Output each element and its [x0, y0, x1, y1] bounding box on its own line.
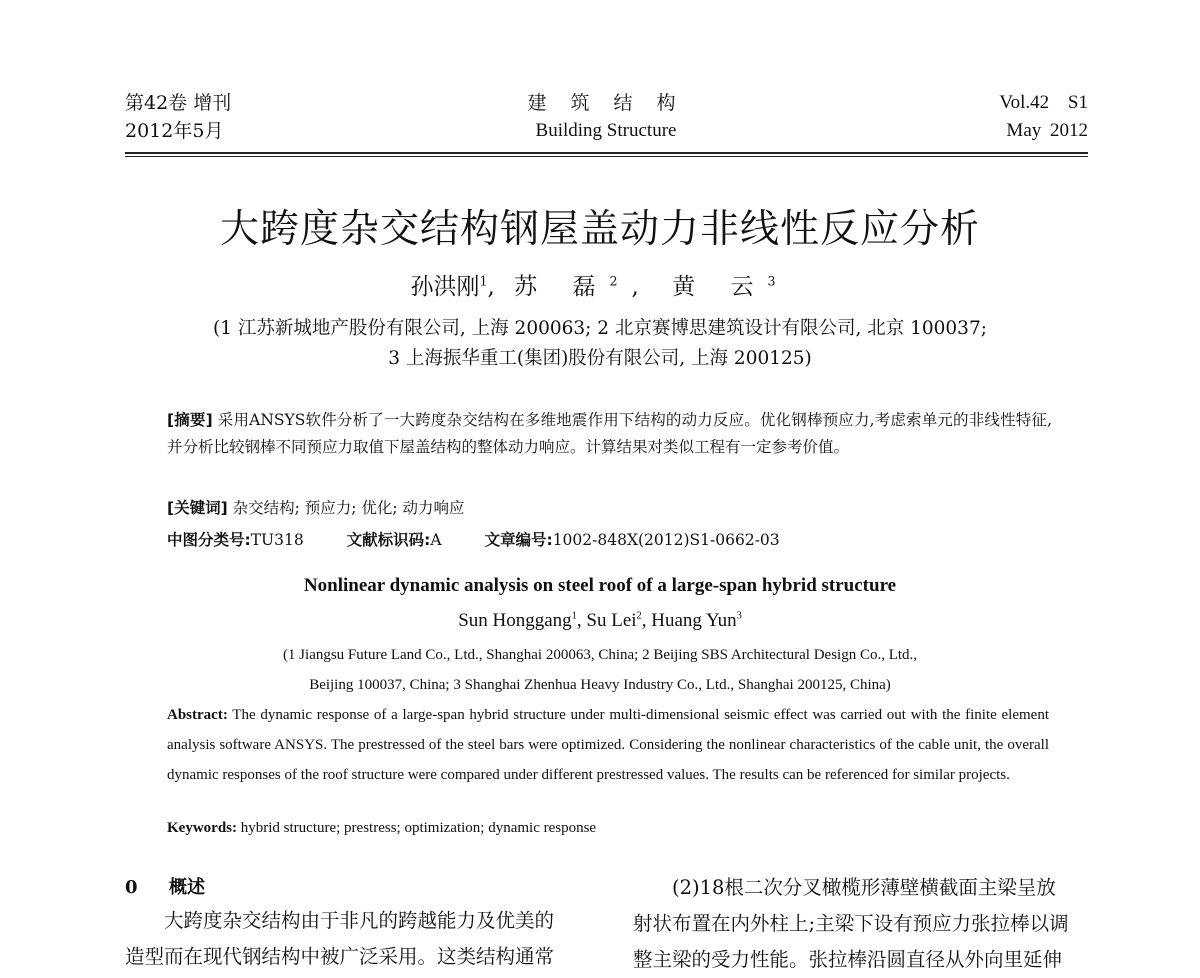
abstract-cn-text: 采用ANSYS软件分析了一大跨度杂交结构在多维地震作用下结构的动力反应。优化钢棒预应力,考虑索单元的非线性特征,并分析比较钢棒不同预应力取值下屋盖结构的整体动力响应。计算结果对类似工程有一定参考价值。: [167, 411, 1053, 456]
affiliation-en-line1: (1 Jiangsu Future Land Co., Ltd., Shanghai 200063, China; 2 Beijing SBS Architectural Design Co., Ltd.,: [282, 647, 918, 663]
author-en: Sun Honggang$^1$,: [458, 610, 582, 631]
abstract-cn: [167, 407, 1052, 461]
authors-cn: [0, 268, 1200, 301]
keywords-cn-label: [关键词]: [167, 499, 228, 517]
abstract-cn-label: [摘要]: [167, 411, 213, 429]
abstract-en: [167, 700, 1049, 790]
paper-title-cn: 大跨度杂交结构钢屋盖动力非线性反应分析: [219, 207, 980, 252]
journal-volume-en: Vol.42 S1: [999, 92, 1088, 113]
clc-label: 中图分类号:: [167, 531, 251, 549]
body-right-line: 射状布置在内外柱上;主梁下设有预应力张拉棒以调: [633, 912, 1069, 935]
clc-value: TU318: [250, 531, 304, 549]
section-title: 概述: [169, 877, 205, 898]
article-no-value: 1002-848X(2012)S1-0662-03: [552, 531, 780, 549]
body-column-right: [633, 870, 1088, 978]
paper-title-en: Nonlinear dynamic analysis on steel roof of a large-span hybrid structure: [303, 575, 897, 596]
classification-meta: [167, 528, 780, 550]
header-rule-thin: [125, 156, 1088, 157]
author-en: Huang Yun$^3$: [651, 610, 742, 631]
author-en: Su Lei$^2$,: [586, 610, 647, 631]
affiliation-cn-line1: (1 江苏新城地产股份有限公司, 上海 200063; 2 北京赛博思建筑设计有限公司, 北京 100037;: [213, 318, 987, 339]
body-right-line: (2)18根二次分叉橄榄形薄壁横截面主梁呈放: [672, 876, 1056, 899]
author-cn: 黄 云$^3$: [672, 273, 790, 300]
body-left-line: 大跨度杂交结构由于非凡的跨越能力及优美的: [164, 909, 555, 932]
doc-code-label: 文献标识码:: [346, 531, 431, 549]
keywords-cn-text: 杂交结构; 预应力; 优化; 动力响应: [232, 499, 465, 517]
journal-date-en: May 2012: [1006, 120, 1088, 141]
journal-volume: 第42卷 增刊: [125, 92, 232, 114]
journal-name-cn: 建 筑 结 构: [527, 92, 685, 114]
journal-name-en: Building Structure: [535, 120, 677, 141]
section-heading: [125, 873, 205, 899]
affiliation-cn-line2: 3 上海振华重工(集团)股份有限公司, 上海 200125): [388, 348, 812, 369]
doc-code-value: A: [430, 531, 442, 549]
keywords-en-text: hybrid structure; prestress; optimization; dynamic response: [240, 820, 597, 836]
author-cn: 苏 磊$^2$,: [514, 273, 653, 300]
keywords-cn: [167, 495, 1052, 522]
affiliation-en-line2: Beijing 100037, China; 3 Shanghai Zhenhua Heavy Industry Co., Ltd., Shanghai 200125, China): [309, 677, 891, 693]
keywords-en-label: Keywords:: [167, 820, 237, 836]
header-rule-thick: [125, 152, 1088, 154]
section-number: 0: [125, 877, 138, 898]
body-right-line: 整主梁的受力性能。张拉棒沿圆直径从外向里延伸: [633, 948, 1063, 971]
author-cn: 孙洪刚$^1$,: [410, 273, 495, 300]
journal-date: 2012年5月: [125, 120, 224, 142]
abstract-en-text: The dynamic response of a large-span hybrid structure under multi-dimensional seismic effect was carried out with the finite element analysis software ANSYS. The prestressed of the steel bars were optimized. Considering the nonlinear characteristics of the cable unit, the overall dynamic responses of the roof structure were compared under different prestressed values. The results can be referenced for similar projects.: [167, 707, 1049, 783]
abstract-en-label: Abstract:: [167, 707, 228, 723]
authors-en: [0, 610, 1200, 632]
body-left-line: 造型而在现代钢结构中被广泛采用。这类结构通常: [125, 945, 555, 968]
keywords-en: [167, 820, 596, 837]
body-column-left: [125, 903, 590, 975]
article-no-label: 文章编号:: [484, 531, 553, 549]
